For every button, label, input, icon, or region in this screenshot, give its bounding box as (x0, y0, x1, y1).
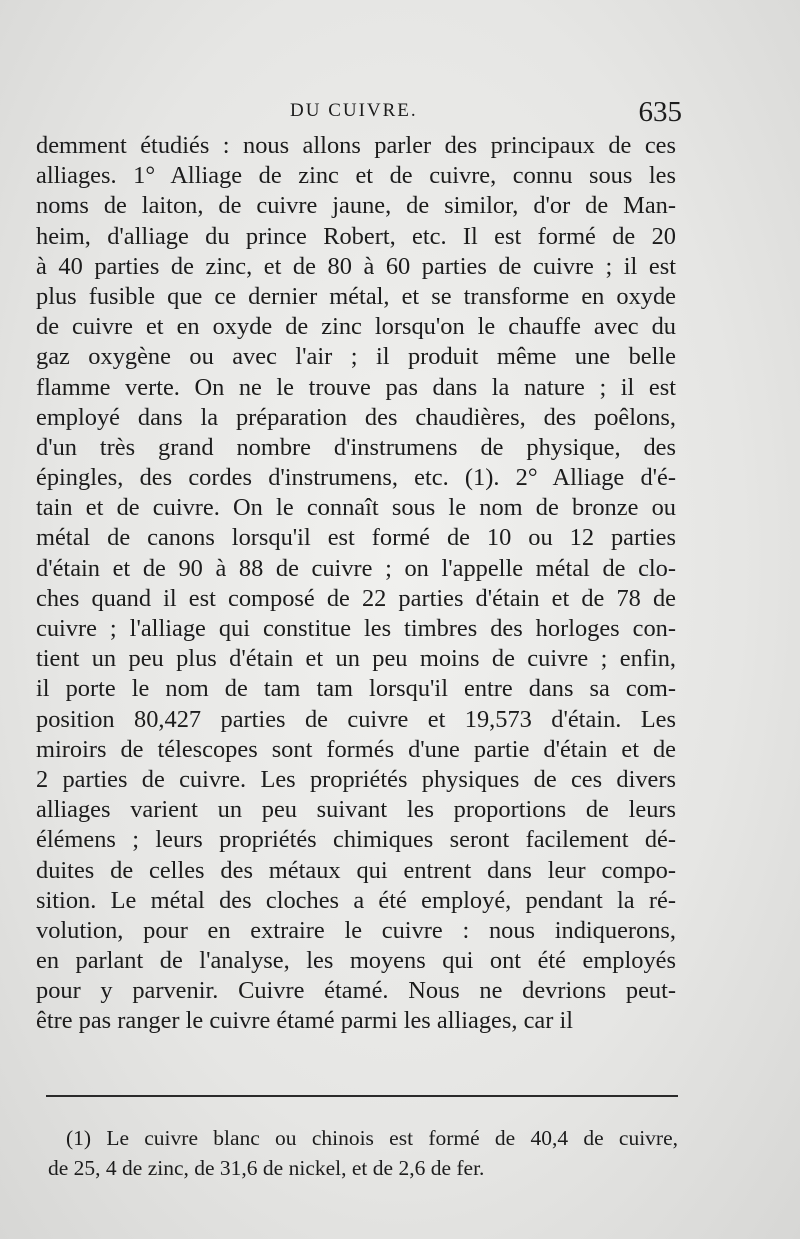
text-line: il porte le nom de tam tam lorsqu'il entre dans sa com- (36, 675, 676, 703)
body-text (36, 131, 676, 1037)
text-line: en parlant de l'analyse, les moyens qui ont été employés (36, 947, 676, 975)
text-line: miroirs de télescopes sont formés d'une partie d'étain et de (36, 735, 676, 763)
footnote-line: (1) Le cuivre blanc ou chinois est formé de 40,4 de cuivre, (66, 1126, 678, 1150)
text-line: métal de canons lorsqu'il est formé de 10 ou 12 parties (36, 524, 676, 552)
page-number: 635 (638, 96, 682, 128)
text-line: volution, pour en extraire le cuivre : nous indiquerons, (36, 916, 676, 944)
text-line: élémens ; leurs propriétés chimiques seront facilement dé- (36, 826, 676, 854)
text-line: alliages varient un peu suivant les proportions de leurs (36, 796, 676, 824)
text-line: position 80,427 parties de cuivre et 19,573 d'étain. Les (36, 705, 676, 733)
footnote-rule (46, 1095, 678, 1097)
text-line: flamme verte. On ne le trouve pas dans la nature ; il est (36, 373, 676, 401)
text-line: à 40 parties de zinc, et de 80 à 60 parties de cuivre ; il est (36, 252, 676, 280)
text-line: 2 parties de cuivre. Les propriétés physiques de ces divers (36, 765, 676, 793)
text-line: épingles, des cordes d'instrumens, etc. (1). 2° Alliage d'é- (36, 464, 676, 492)
running-head: DU CUIVRE. (290, 100, 418, 121)
footnote-line: de 25, 4 de zinc, de 31,6 de nickel, et de 2,6 de fer. (48, 1156, 485, 1180)
page-header (34, 96, 684, 136)
text-line: sition. Le métal des cloches a été employé, pendant la ré- (36, 886, 676, 914)
text-line: ches quand il est composé de 22 parties d'étain et de 78 de (36, 584, 676, 612)
text-line: employé dans la préparation des chaudières, des poêlons, (36, 403, 676, 431)
footnote (48, 1123, 678, 1183)
text-line: d'étain et de 90 à 88 de cuivre ; on l'appelle métal de clo- (36, 554, 676, 582)
text-line: être pas ranger le cuivre étamé parmi les alliages, car il (36, 1007, 573, 1035)
text-line: plus fusible que ce dernier métal, et se transforme en oxyde (36, 282, 676, 310)
text-line: tient un peu plus d'étain et un peu moins de cuivre ; enfin, (36, 645, 676, 673)
text-line: pour y parvenir. Cuivre étamé. Nous ne devrions peut- (36, 977, 676, 1005)
text-line: de cuivre et en oxyde de zinc lorsqu'on le chauffe avec du (36, 313, 676, 341)
text-line: gaz oxygène ou avec l'air ; il produit même une belle (36, 343, 676, 371)
text-line: noms de laiton, de cuivre jaune, de similor, d'or de Man- (36, 192, 676, 220)
text-line: demment étudiés : nous allons parler des principaux de ces (36, 132, 676, 159)
text-line: heim, d'alliage du prince Robert, etc. Il est formé de 20 (36, 222, 676, 250)
text-line: tain et de cuivre. On le connaît sous le nom de bronze ou (36, 494, 676, 522)
text-line: d'un très grand nombre d'instrumens de physique, des (36, 433, 676, 461)
text-line: cuivre ; l'alliage qui constitue les timbres des horloges con- (36, 615, 676, 642)
text-line: duites de celles des métaux qui entrent dans leur compo- (36, 856, 676, 884)
text-line: alliages. 1° Alliage de zinc et de cuivre, connu sous les (36, 162, 676, 190)
